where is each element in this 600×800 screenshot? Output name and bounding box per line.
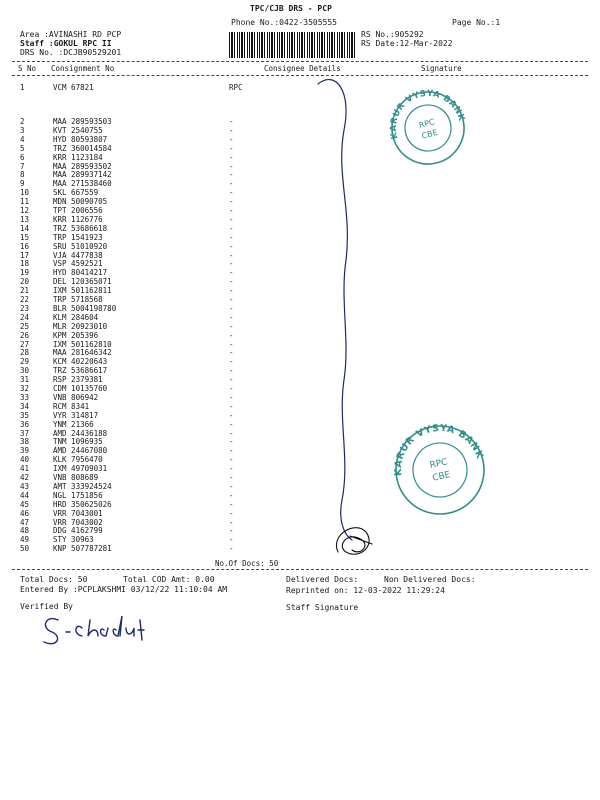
- row-consignment-no: IXM 49709031: [53, 464, 108, 474]
- row-consignee-details: -: [229, 214, 234, 224]
- row-consignee-details: -: [229, 437, 234, 447]
- row-consignee-details: -: [229, 419, 234, 429]
- row-sno: 35: [20, 410, 30, 420]
- row-consignee-details: -: [229, 348, 234, 358]
- row-sno: 19: [20, 268, 30, 278]
- row-consignee-details: -: [229, 410, 234, 420]
- row-consignment-no: VSP 4592521: [53, 259, 103, 269]
- row-sno: 39: [20, 446, 30, 456]
- bank-stamp: [380, 80, 475, 173]
- row-consignee-details: -: [229, 188, 234, 198]
- row-consignee-details: -: [229, 401, 234, 411]
- row-sno: 4: [20, 134, 25, 144]
- row-sno: 34: [20, 401, 30, 411]
- row-consignment-no: VNB 808689: [53, 473, 99, 482]
- row-consignee-details: -: [229, 152, 234, 162]
- area-field: Area :AVINASHI RD PCP: [20, 30, 122, 39]
- row-consignment-no: KCM 40220643: [53, 357, 108, 367]
- row-sno: 43: [20, 481, 30, 491]
- row-consignment-no: CDM 10135760: [53, 384, 108, 393]
- row-sno: 31: [20, 375, 30, 385]
- rs-number: RS No.:905292: [361, 30, 424, 39]
- row-sno: 32: [20, 384, 30, 393]
- receiver-signature: [336, 528, 372, 555]
- row-consignee-details: -: [229, 446, 234, 456]
- row-consignee-details: -: [229, 464, 234, 474]
- row-consignee-details: -: [229, 117, 234, 126]
- row-sno: 24: [20, 312, 30, 322]
- row-sno: 27: [20, 339, 30, 349]
- row-consignee-details: -: [229, 490, 234, 500]
- row-consignee-details: -: [229, 384, 234, 393]
- row-consignment-no: MLR 20923010: [53, 321, 108, 331]
- row-consignee-details: -: [229, 206, 234, 215]
- row-sno: 17: [20, 250, 30, 260]
- row-consignee-details: -: [229, 259, 234, 269]
- row-sno: 12: [20, 206, 30, 215]
- row-consignment-no: TPT 2006556: [53, 206, 103, 215]
- row-sno: 47: [20, 517, 30, 527]
- svg-text:RPC: RPC: [417, 117, 436, 131]
- row-sno: 21: [20, 286, 30, 296]
- row-sno: 1: [20, 83, 25, 92]
- row-sno: 29: [20, 357, 30, 367]
- row-consignment-no: RSP 2379381: [53, 375, 103, 385]
- row-consignment-no: TNM 1096935: [53, 437, 103, 447]
- row-consignment-no: KLK 7956470: [53, 455, 103, 465]
- row-consignee-details: -: [229, 197, 234, 207]
- no-of-docs: No.Of Docs: 50: [215, 559, 279, 568]
- phone-number: Phone No.:0422-3505555: [231, 18, 337, 27]
- row-sno: 22: [20, 295, 30, 304]
- row-consignment-no: KRR 1123184: [53, 152, 103, 162]
- row-consignment-no: DEL 120365071: [53, 277, 112, 287]
- row-consignment-no: HRD 350625026: [53, 499, 112, 509]
- row-consignee-details: -: [229, 481, 234, 491]
- row-consignee-details: -: [229, 428, 234, 438]
- verifier-signature: [44, 616, 144, 644]
- row-sno: 5: [20, 143, 25, 153]
- row-sno: 28: [20, 348, 30, 358]
- report-title: TPC/CJB DRS - PCP: [250, 4, 332, 13]
- row-consignment-no: VJA 4477838: [53, 250, 103, 260]
- row-consignment-no: IXM 501162811: [53, 286, 112, 296]
- row-sno: 38: [20, 437, 30, 447]
- page-number: Page No.:1: [452, 18, 501, 27]
- column-header-sno: S No: [18, 64, 37, 73]
- drs-number: DRS No. :DCJB90529201: [20, 48, 122, 57]
- row-sno: 49: [20, 535, 30, 545]
- row-sno: 23: [20, 303, 30, 313]
- row-consignee-details: -: [229, 321, 234, 331]
- row-sno: 42: [20, 473, 30, 482]
- row-consignment-no: MAA 289593503: [53, 117, 112, 126]
- row-consignment-no: VRR 7043001: [53, 508, 103, 518]
- row-consignment-no: VCM 67821: [53, 83, 94, 92]
- svg-text:CBE: CBE: [420, 127, 439, 141]
- reprinted-on: Reprinted on: 12-03-2022 11:29:24: [286, 586, 445, 595]
- row-sno: 48: [20, 526, 30, 536]
- delivered-docs: Delivered Docs:: [286, 575, 359, 584]
- row-consignee-details: -: [229, 508, 234, 518]
- row-sno: 44: [20, 490, 30, 500]
- row-consignee-details: -: [229, 339, 234, 349]
- row-consignment-no: VNB 806942: [53, 392, 99, 402]
- row-consignment-no: VRR 7043002: [53, 517, 103, 527]
- row-consignment-no: AMT 333924524: [53, 481, 112, 491]
- row-sno: 30: [20, 366, 30, 376]
- row-consignee-details: -: [229, 312, 234, 322]
- row-consignee-details: -: [229, 268, 234, 278]
- row-consignment-no: DDG 4162799: [53, 526, 103, 536]
- row-consignment-no: AMD 24467080: [53, 446, 108, 456]
- row-sno: 37: [20, 428, 30, 438]
- non-delivered-docs: Non Delivered Docs:: [384, 575, 476, 584]
- row-consignment-no: MAA 289593502: [53, 161, 112, 171]
- row-sno: 46: [20, 508, 30, 518]
- row-consignment-no: TRZ 53686617: [53, 366, 108, 376]
- row-sno: 11: [20, 197, 30, 207]
- row-consignee-details: -: [229, 143, 234, 153]
- row-sno: 16: [20, 241, 30, 251]
- row-sno: 33: [20, 392, 30, 402]
- row-sno: 50: [20, 544, 30, 554]
- row-consignee-details: -: [229, 277, 234, 287]
- rs-date: RS Date:12-Mar-2022: [361, 39, 453, 48]
- row-consignee-details: -: [229, 223, 234, 233]
- row-consignee-details: -: [229, 330, 234, 340]
- svg-text:KARUR VYSYA BANK: KARUR VYSYA BANK: [388, 88, 467, 140]
- column-header-signature: Signature: [421, 64, 462, 73]
- row-consignment-no: BLR 5004198780: [53, 303, 117, 313]
- row-consignee-details: -: [229, 250, 234, 260]
- row-consignee-details: -: [229, 241, 234, 251]
- row-consignee-details: -: [229, 517, 234, 527]
- row-consignment-no: KPM 205396: [53, 330, 99, 340]
- row-consignee-details: -: [229, 232, 234, 242]
- row-sno: 45: [20, 499, 30, 509]
- row-consignee-details: -: [229, 526, 234, 536]
- row-consignment-no: HYD 80593807: [53, 134, 108, 144]
- row-consignee-details: -: [229, 544, 234, 554]
- pen-stroke: [318, 80, 352, 540]
- row-sno: 8: [20, 170, 25, 180]
- total-cod-amount: Total COD Amt: 0.00: [123, 575, 215, 584]
- bank-stamp: [384, 414, 495, 523]
- row-consignment-no: MDN 50090705: [53, 197, 108, 207]
- row-sno: 2: [20, 117, 25, 126]
- row-consignment-no: TRP 1541923: [53, 232, 103, 242]
- row-consignment-no: MAA 271538460: [53, 179, 112, 189]
- total-docs: Total Docs: 50: [20, 575, 88, 584]
- row-consignee-details: -: [229, 357, 234, 367]
- entered-by: Entered By :PCPLAKSHMI 03/12/22 11:10:04 AM: [20, 585, 228, 594]
- row-consignment-no: NGL 1751856: [53, 490, 103, 500]
- svg-text:CBE: CBE: [431, 470, 452, 484]
- row-sno: 40: [20, 455, 30, 465]
- row-sno: 15: [20, 232, 30, 242]
- row-sno: 6: [20, 152, 25, 162]
- row-consignment-no: VYR 314817: [53, 410, 99, 420]
- row-consignment-no: AMD 24436188: [53, 428, 108, 438]
- row-sno: 9: [20, 179, 25, 189]
- svg-text:RPC: RPC: [428, 457, 449, 471]
- verified-by-label: Verified By: [20, 602, 73, 611]
- row-consignment-no: SRU 51010920: [53, 241, 108, 251]
- row-sno: 25: [20, 321, 30, 331]
- row-consignee-details: -: [229, 134, 234, 144]
- row-consignment-no: SKL 667559: [53, 188, 99, 198]
- row-consignee-details: -: [229, 375, 234, 385]
- row-consignment-no: TRP 5718568: [53, 295, 103, 304]
- row-consignee-details: RPC: [229, 83, 243, 92]
- row-consignment-no: TRZ 53686618: [53, 223, 108, 233]
- row-consignment-no: MAA 281646342: [53, 348, 112, 358]
- row-consignee-details: -: [229, 295, 234, 304]
- row-consignee-details: -: [229, 455, 234, 465]
- svg-text:KARUR VYSYA BANK: KARUR VYSYA BANK: [392, 422, 486, 477]
- row-consignee-details: -: [229, 535, 234, 545]
- row-consignee-details: -: [229, 161, 234, 171]
- row-consignee-details: -: [229, 170, 234, 180]
- staff-field: Staff :GOKUL RPC II: [20, 39, 112, 48]
- row-consignment-no: IXM 501162810: [53, 339, 112, 349]
- row-consignment-no: HYD 80414217: [53, 268, 108, 278]
- row-sno: 26: [20, 330, 30, 340]
- row-consignment-no: YNM 21366: [53, 419, 94, 429]
- row-consignee-details: -: [229, 392, 234, 402]
- row-consignment-no: STY 30963: [53, 535, 94, 545]
- row-consignee-details: -: [229, 303, 234, 313]
- row-consignee-details: -: [229, 473, 234, 482]
- row-consignee-details: -: [229, 499, 234, 509]
- row-sno: 7: [20, 161, 25, 171]
- row-sno: 20: [20, 277, 30, 287]
- row-consignee-details: -: [229, 366, 234, 376]
- row-consignment-no: KRR 1126776: [53, 214, 103, 224]
- row-sno: 36: [20, 419, 30, 429]
- row-consignment-no: MAA 289937142: [53, 170, 112, 180]
- row-consignment-no: KLM 284604: [53, 312, 99, 322]
- row-consignment-no: RCM 8341: [53, 401, 90, 411]
- row-sno: 18: [20, 259, 30, 269]
- row-sno: 14: [20, 223, 30, 233]
- row-sno: 13: [20, 214, 30, 224]
- row-sno: 3: [20, 125, 25, 135]
- column-header-consignee: Consignee Details: [264, 64, 341, 73]
- row-sno: 10: [20, 188, 30, 198]
- row-consignee-details: -: [229, 179, 234, 189]
- row-consignee-details: -: [229, 286, 234, 296]
- row-consignment-no: KVT 2540755: [53, 125, 103, 135]
- row-consignment-no: TRZ 360014584: [53, 143, 112, 153]
- column-header-consignment: Consignment No: [51, 64, 115, 73]
- staff-signature-label: Staff Signature: [286, 603, 359, 612]
- row-consignment-no: KNP 507787281: [53, 544, 112, 554]
- row-sno: 41: [20, 464, 30, 474]
- row-consignee-details: -: [229, 125, 234, 135]
